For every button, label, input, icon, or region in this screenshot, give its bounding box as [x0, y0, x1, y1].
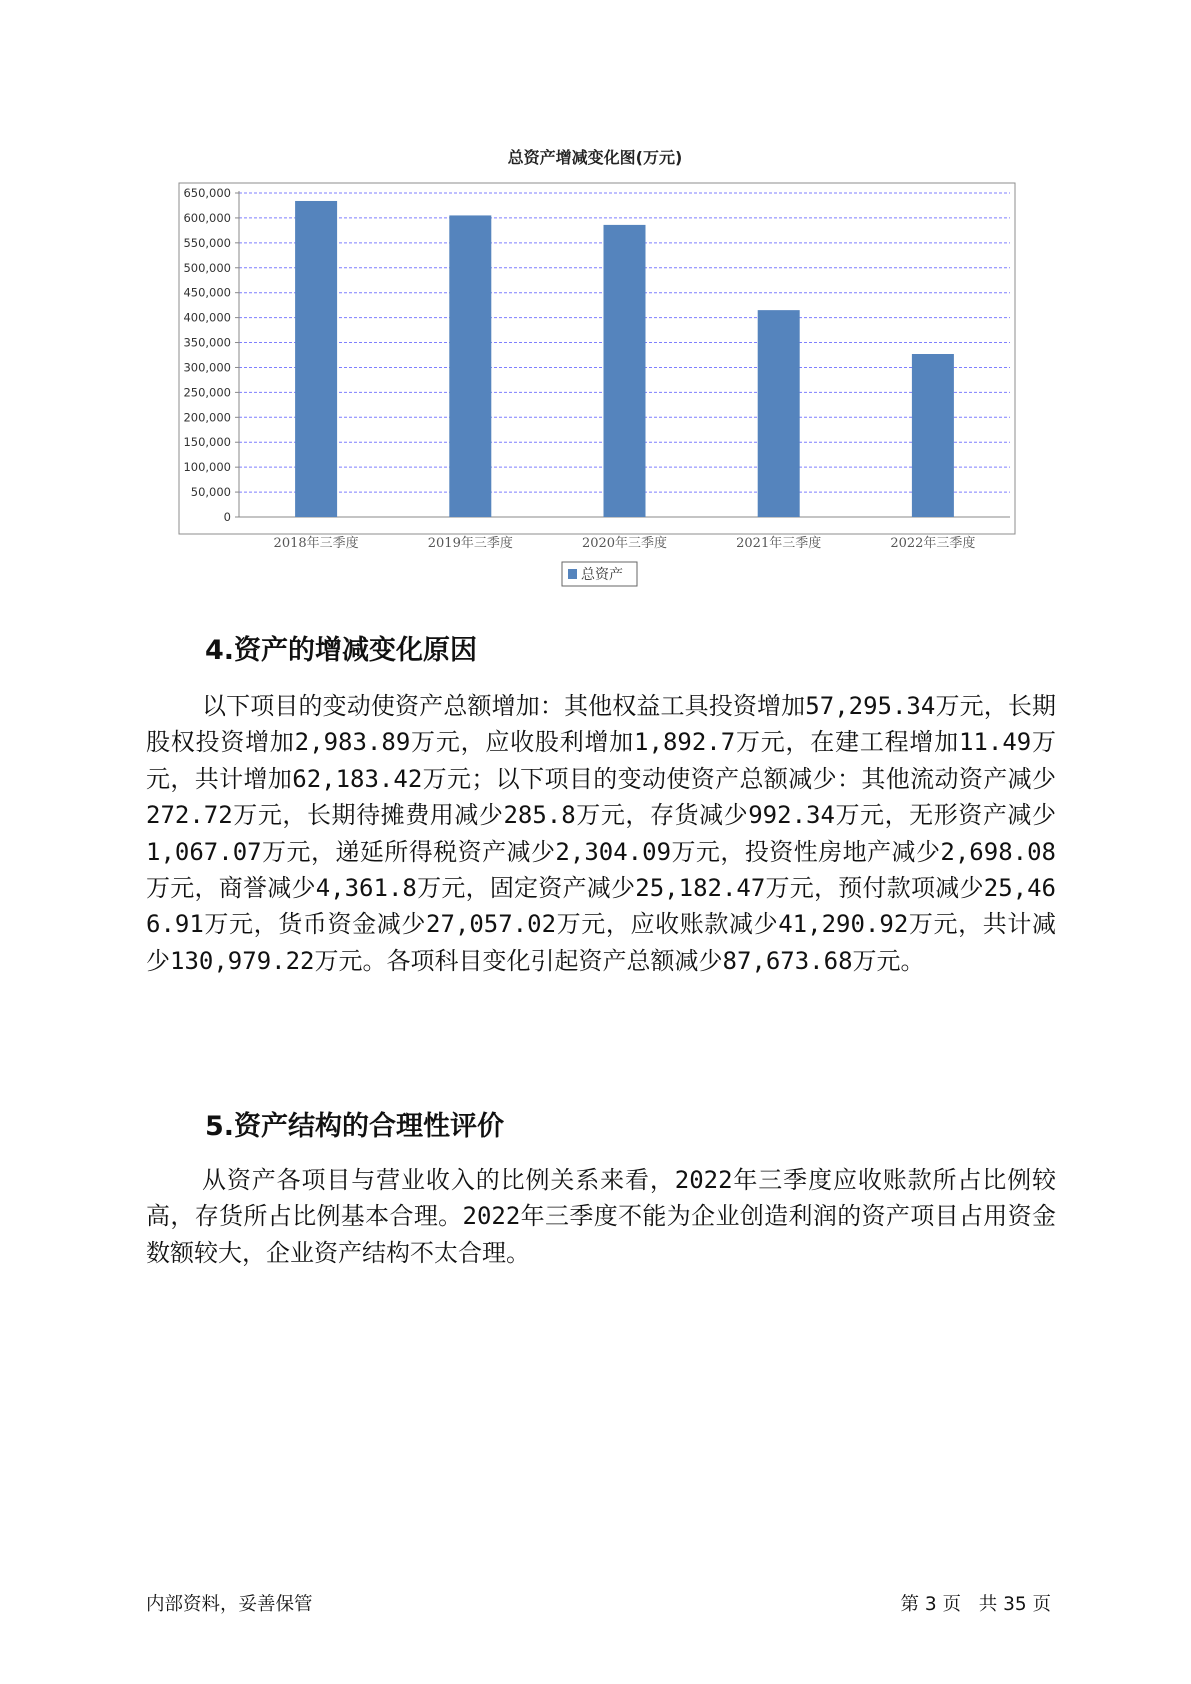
paragraph-structure: 从资产各项目与营业收入的比例关系来看，2022年三季度应收账款所占比例较高，存货所占比例基本合理。2022年三季度不能为企业创造利润的资产项目占用资金数额较大，企业资产结构不太合理。 — [146, 1166, 1056, 1267]
y-tick-label: 550,000 — [183, 235, 231, 250]
y-tick-label: 200,000 — [183, 410, 231, 425]
y-tick-label: 50,000 — [190, 485, 231, 500]
y-tick-label: 350,000 — [183, 335, 231, 350]
y-tick-label: 0 — [223, 510, 231, 524]
asset-chart-svg — [0, 0, 1191, 600]
paragraph-asset-change: 以下项目的变动使资产总额增加：其他权益工具投资增加57,295.34万元，长期股权投资增加2,983.89万元，应收股利增加1,892.7万元，在建工程增加11.49万元，共计增加62,183.42万元；以下项目的变动使资产总额减少：其他流动资产减少272.72万元，长期待摊费用减少285.8万元，存货减少992.34万元，无形资产减少1,067.07万元，递延所得税资产减少2,304.09万元，投资性房地产减少2,698.08万元，商誉减少4,361.8万元，固定资产减少25,182.47万元，预付款项减少25,466.91万元，货币资金减少27,057.02万元，应收账款减少41,290.92万元，共计减少130,979.22万元。各项科目变化引起资产总额减少87,673.68万元。 — [146, 692, 1056, 975]
bar — [295, 201, 337, 517]
bar — [449, 215, 491, 517]
bar — [758, 310, 800, 517]
x-tick-label: 2020年三季度 — [581, 536, 668, 551]
y-tick-label: 600,000 — [183, 210, 231, 225]
bar — [912, 354, 954, 517]
x-tick-label: 2018年三季度 — [273, 536, 359, 551]
chart-title: 总资产增减变化图(万元) — [507, 148, 683, 167]
legend-label: 总资产 — [581, 567, 623, 583]
x-tick-label: 2022年三季度 — [890, 536, 976, 551]
bar — [604, 225, 646, 517]
y-tick-label: 500,000 — [183, 260, 231, 275]
y-tick-label: 400,000 — [183, 310, 231, 325]
y-tick-label: 150,000 — [183, 435, 231, 450]
y-tick-label: 450,000 — [183, 285, 231, 300]
y-tick-label: 300,000 — [183, 360, 231, 375]
y-tick-label: 100,000 — [183, 460, 231, 475]
y-tick-label: 250,000 — [183, 385, 231, 400]
section-heading-asset-change: 4.资产的增减变化原因 — [205, 635, 478, 666]
x-tick-label: 2019年三季度 — [427, 536, 513, 551]
y-tick-label: 650,000 — [183, 186, 231, 200]
x-tick-label: 2021年三季度 — [736, 536, 822, 551]
section-heading-structure: 5.资产结构的合理性评价 — [205, 1111, 505, 1142]
footer-confidential: 内部资料，妥善保管 — [146, 1594, 313, 1615]
legend-swatch — [568, 569, 577, 579]
asset-chart — [0, 0, 1191, 600]
footer-page-number: 第 3 页 共 35 页 — [900, 1594, 1051, 1615]
